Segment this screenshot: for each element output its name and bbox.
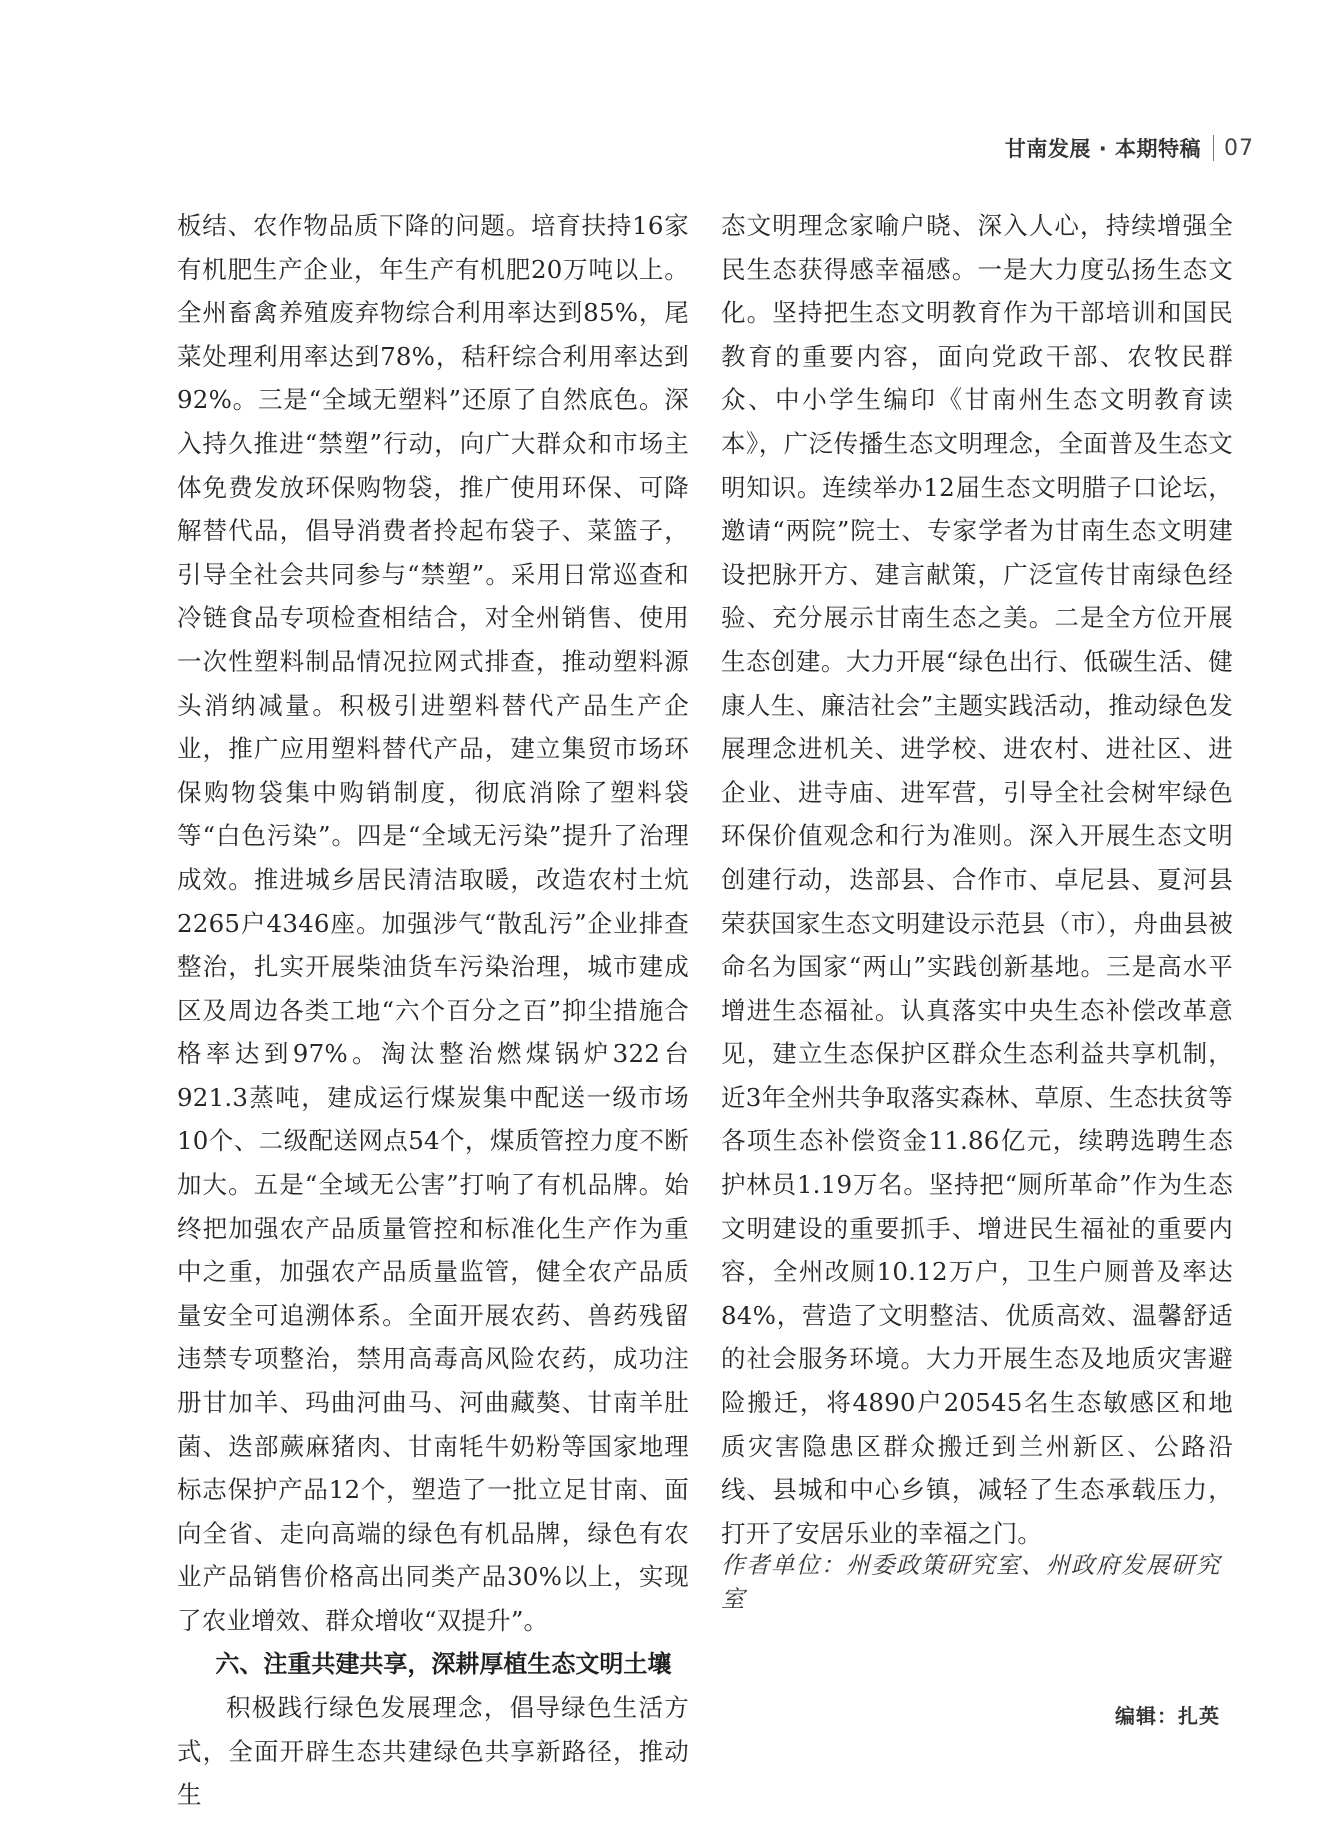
body-paragraph: 积极践行绿色发展理念，倡导绿色生活方式，全面开辟生态共建绿色共享新路径，推动生 <box>177 1693 689 1810</box>
left-column <box>177 204 689 1817</box>
section-heading: 六、注重共建共享，深耕厚植生态文明土壤 <box>215 1649 672 1678</box>
page-number: 07 <box>1224 135 1254 161</box>
body-paragraph: 板结、农作物品质下降的问题。培育扶持16家有机肥生产企业，年生产有机肥20万吨以上。全州畜禽养殖废弃物综合利用率达到85%，尾菜处理利用率达到78%，秸秆综合利用率达到92%。三是“全域无塑料”还原了自然底色。深入持久推进“禁塑”行动，向广大群众和市场主体免费发放环保购物袋，推广使用环保、可降解替代品，倡导消费者拎起布袋子、菜篮子，引导全社会共同参与“禁塑”。采用日常巡查和冷链食品专项检查相结合，对全州销售、使用一次性塑料制品情况拉网式排查，推动塑料源头消纳减量。积极引进塑料替代产品生产企业，推广应用塑料替代产品，建立集贸市场环保购物袋集中购销制度，彻底消除了塑料袋等“白色污染”。四是“全域无污染”提升了治理成效。推进城乡居民清洁取暖，改造农村土炕2265户4346座。加强涉气“散乱污”企业排查整治，扎实开展柴油货车污染治理，城市建成区及周边各类工地“六个百分之百”抑尘措施合格率达到97%。淘汰整治燃煤锅炉322台921.3蒸吨，建成运行煤炭集中配送一级市场10个、二级配送网点54个，煤质管控力度不断加大。五是“全域无公害”打响了有机品牌。始终把加强农产品质量管控和标准化生产作为重中之重，加强农产品质量监管，健全农产品质量安全可追溯体系。全面开展农药、兽药残留违禁专项整治，禁用高毒高风险农药，成功注册甘加羊、玛曲河曲马、河曲藏獒、甘南羊肚菌、迭部蕨麻猪肉、甘南牦牛奶粉等国家地理标志保护产品12个，塑造了一批立足甘南、面向全省、走向高端的绿色有机品牌，绿色有农业产品销售价格高出同类产品30%以上，实现了农业增效、群众增收“双提升”。 <box>177 211 689 1635</box>
running-header <box>1005 133 1254 163</box>
body-paragraph: 态文明理念家喻户晓、深入人心，持续增强全民生态获得感幸福感。一是大力度弘扬生态文化。坚持把生态文明教育作为干部培训和国民教育的重要内容，面向党政干部、农牧民群众、中小学生编印《甘南州生态文明教育读本》，广泛传播生态文明理念，全面普及生态文明知识。连续举办12届生态文明腊子口论坛，邀请“两院”院士、专家学者为甘南生态文明建设把脉开方、建言献策，广泛宣传甘南绿色经验、充分展示甘南生态之美。二是全方位开展生态创建。大力开展“绿色出行、低碳生活、健康人生、廉洁社会”主题实践活动，推动绿色发展理念进机关、进学校、进农村、进社区、进企业、进寺庙、进军营，引导全社会树牢绿色环保价值观念和行为准则。深入开展生态文明创建行动，迭部县、合作市、卓尼县、夏河县荣获国家生态文明建设示范县（市），舟曲县被命名为国家“两山”实践创新基地。三是高水平增进生态福祉。认真落实中央生态补偿改革意见，建立生态保护区群众生态利益共享机制，近3年全州共争取落实森林、草原、生态扶贫等各项生态补偿资金11.86亿元，续聘选聘生态护林员1.19万名。坚持把“厕所革命”作为生态文明建设的重要抓手、增进民生福祉的重要内容，全州改厕10.12万户，卫生户厕普及率达84%，营造了文明整洁、优质高效、温馨舒适的社会服务环境。大力开展生态及地质灾害避险搬迁，将4890户20545名生态敏感区和地质灾害隐患区群众搬迁到兰州新区、公路沿线、县城和中心乡镇，减轻了生态承载压力，打开了安居乐业的幸福之门。 <box>721 211 1233 1548</box>
header-divider <box>1213 135 1214 161</box>
section-title: 甘南发展 · 本期特稿 <box>1004 137 1201 161</box>
right-column <box>721 204 1233 1555</box>
author-affiliation: 作者单位：州委政策研究室、州政府发展研究室 <box>721 1551 1221 1613</box>
editor-credit: 编辑：扎英 <box>1115 1704 1220 1728</box>
